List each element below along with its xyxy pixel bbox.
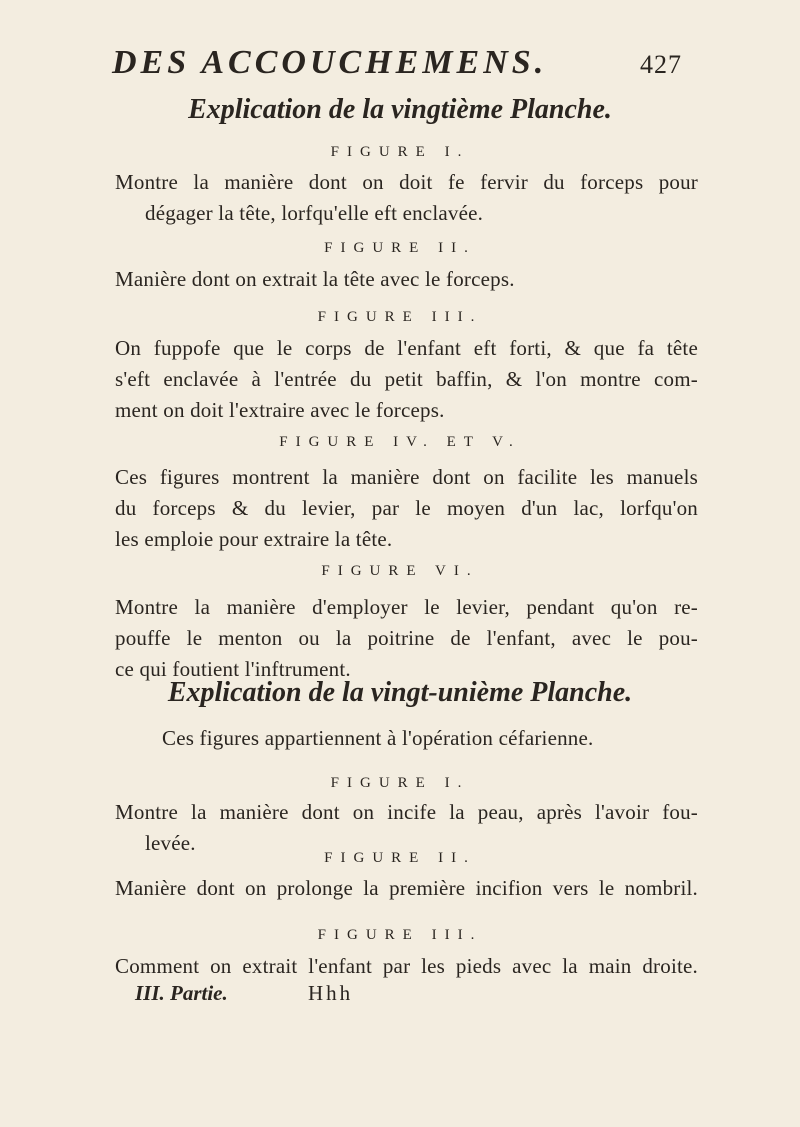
running-head: DES ACCOUCHEMENS. <box>112 44 548 81</box>
figure-description <box>115 167 698 229</box>
text-line: levée. <box>145 831 196 855</box>
text-line: ment on doit l'extraire avec le forceps. <box>115 398 445 422</box>
figure-label: FIGURE VI. <box>321 563 479 579</box>
figure-label: FIGURE III. <box>317 309 483 325</box>
text-line: Montre la manière dont on incife la peau, après l'avoir fou- <box>115 800 698 824</box>
text-line: s'eft enclavée à l'entrée du petit baffin, & l'on montre com- <box>115 367 698 391</box>
figure-label: FIGURE I. <box>330 144 470 160</box>
part-label: III. Partie. <box>135 981 228 1005</box>
text-line: Comment on extrait l'enfant par les pieds avec la main droite. <box>115 954 698 978</box>
figure-description <box>115 462 698 555</box>
text-line: les emploie pour extraire la tête. <box>115 527 393 551</box>
figure-description <box>115 873 698 904</box>
page-footer <box>135 981 695 1006</box>
figure-label: FIGURE III. <box>317 927 483 943</box>
section-title: Explication de la vingtième Planche. <box>188 94 612 125</box>
figure-label: FIGURE II. <box>324 850 476 866</box>
figure-label: FIGURE I. <box>330 775 470 791</box>
figure-label: FIGURE II. <box>324 240 476 256</box>
figure-description <box>115 333 698 426</box>
text-line: Ces figures montrent la manière dont on facilite les manuels <box>115 465 698 489</box>
text-line: Manière dont on prolonge la première incifion vers le nombril. <box>115 876 698 900</box>
figure-description <box>115 951 698 982</box>
figure-description <box>115 592 698 685</box>
text-line: pouffe le menton ou la poitrine de l'enfant, avec le pou- <box>115 626 698 650</box>
section-intro <box>162 723 702 754</box>
figure-description <box>115 264 698 295</box>
text-line: Montre la manière d'employer le levier, pendant qu'on re- <box>115 595 698 619</box>
section-title: Explication de la vingt-unième Planche. <box>167 677 633 708</box>
figure-label: FIGURE IV. ET V. <box>279 434 521 450</box>
text-line: On fuppofe que le corps de l'enfant eft forti, & que fa tête <box>115 336 698 360</box>
page-number: 427 <box>640 50 682 79</box>
text-line: du forceps & du levier, par le moyen d'un lac, lorfqu'on <box>115 496 698 520</box>
signature-mark: Hhh <box>308 981 354 1005</box>
text-line: Manière dont on extrait la tête avec le forceps. <box>115 267 515 291</box>
text-line: ce qui foutient l'inftrument. <box>115 657 351 681</box>
text-line: Montre la manière dont on doit fe fervir du forceps pour <box>115 170 698 194</box>
text-line: Ces figures appartiennent à l'opération céfarienne. <box>162 726 594 750</box>
text-line: dégager la tête, lorfqu'elle eft enclavée. <box>145 201 484 225</box>
